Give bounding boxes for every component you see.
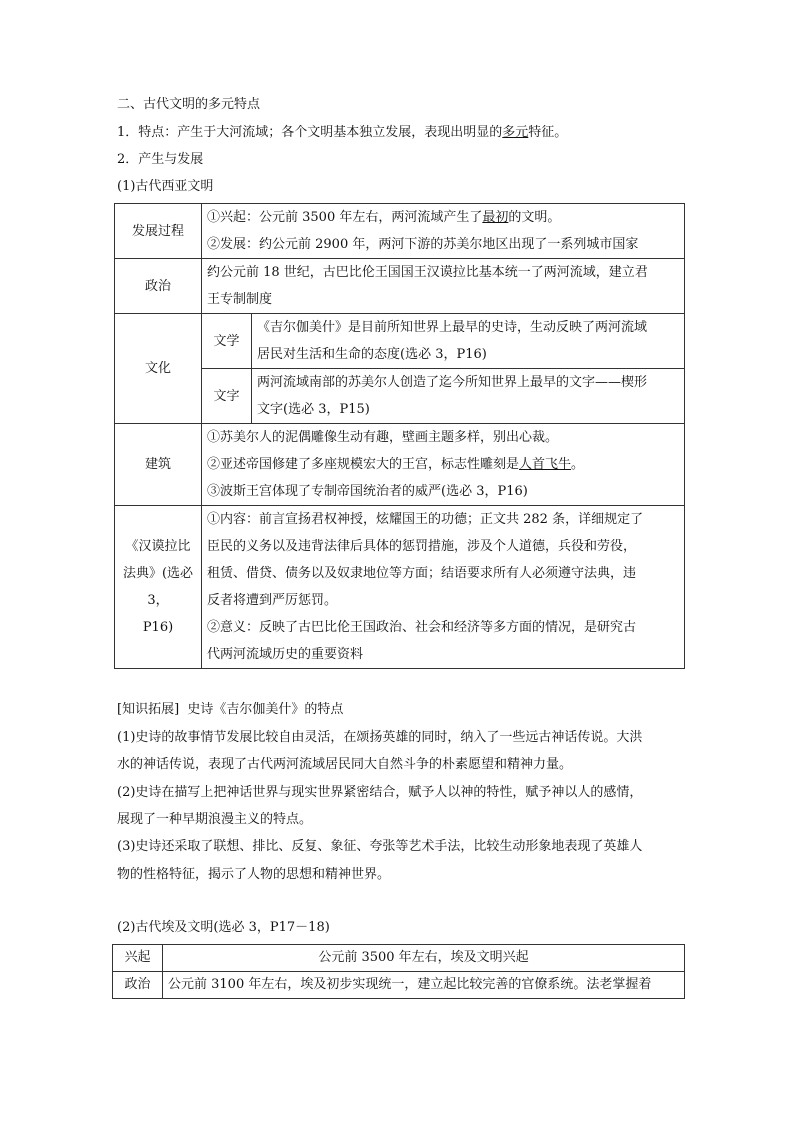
category-line: 法典》(选必 3，	[122, 566, 194, 608]
row-content	[202, 259, 685, 314]
row-category: 文化	[115, 314, 202, 424]
row-category	[115, 506, 202, 669]
content-line: ①内容：前言宣扬君权神授，炫耀国王的功德；正文共 282 条，详细规定了	[207, 512, 644, 527]
content-line: 文字(选必 3，P15)	[257, 402, 370, 417]
table-row	[113, 972, 685, 999]
point-characteristics-text: 1．特点：产生于大河流域；各个文明基本独立发展，表现出明显的	[117, 125, 503, 140]
knowledge-heading	[117, 701, 343, 719]
content-text: 的文明。	[508, 210, 561, 225]
point-origin: 2．产生与发展	[117, 152, 204, 167]
knowledge-line: 水的神话传说，表现了古代两河流域居民同大自然斗争的朴素愿望和精神力量。	[117, 757, 573, 772]
knowledge-title: 史诗《吉尔伽美什》的特点	[187, 702, 344, 717]
content-line: 约公元前 18 世纪，古巴比伦王国国王汉谟拉比基本统一了两河流域，建立君	[207, 265, 648, 280]
content-line	[207, 204, 680, 231]
content-line: ②发展：约公元前 2900 年，两河下游的苏美尔地区出现了一系列城市国家	[207, 237, 639, 252]
row-content: 公元前 3100 年左右，埃及初步实现统一，建立起比较完善的官僚系统。法老掌握着	[163, 972, 685, 999]
row-content	[252, 369, 685, 424]
content-line: 居民对生活和生命的态度(选必 3，P16)	[257, 347, 487, 362]
subsection-west-asia: (1)古代西亚文明	[117, 179, 214, 194]
content-text: ①兴起：公元前 3500 年左右，两河流域产生了	[207, 210, 483, 225]
knowledge-line: (1)史诗的故事情节发展比较自由灵活，在颂扬英雄的同时，纳入了一些远古神话传说。大洪	[117, 730, 643, 745]
content-line: ③波斯王宫体现了专制帝国统治者的威严(选必 3，P16)	[207, 484, 528, 499]
knowledge-line: 物的性格特征，揭示了人物的思想和精神世界。	[117, 867, 391, 882]
underlined-term: 多元	[502, 125, 529, 140]
content-line: 反者将遭到严厉惩罚。	[207, 593, 338, 608]
knowledge-tag: [知识拓展]	[117, 702, 180, 717]
row-category: 兴起	[113, 945, 163, 972]
knowledge-line: (2)史诗在描写上把神话世界与现实世界紧密结合，赋予人以神的特性，赋予神以人的感情，	[117, 785, 643, 800]
egypt-table	[112, 944, 685, 999]
table-row	[113, 945, 685, 972]
content-line: 臣民的义务以及违背法律后具体的惩罚措施，涉及个人道德，兵役和劳役，	[207, 539, 637, 554]
row-category: 政治	[115, 259, 202, 314]
row-content	[252, 314, 685, 369]
row-content: 公元前 3500 年左右，埃及文明兴起	[163, 945, 685, 972]
category-line: P16)	[142, 620, 174, 635]
knowledge-line: 展现了一种早期浪漫主义的特点。	[117, 812, 313, 827]
row-content	[202, 424, 685, 506]
table-row	[115, 506, 685, 669]
table-row	[115, 314, 685, 369]
west-asia-table	[114, 203, 685, 669]
underlined-term: 人首飞牛	[519, 457, 572, 472]
content-line: 租赁、借贷、债务以及奴隶地位等方面；结语要求所有人必须遵守法典，违	[207, 566, 637, 581]
content-line: ①苏美尔人的泥偶雕像生动有趣，壁画主题多样，别出心裁。	[207, 430, 559, 445]
table-row	[115, 424, 685, 506]
table-row	[115, 204, 685, 259]
content-line	[207, 451, 680, 478]
point-characteristics	[117, 124, 567, 142]
sub-category: 文字	[202, 369, 252, 424]
knowledge-line: (3)史诗还采取了联想、排比、反复、象征、夸张等艺术手法，比较生动形象地表现了英雄人	[117, 839, 643, 854]
point-characteristics-end: 特征。	[528, 125, 568, 140]
content-text: ②亚述帝国修建了多座规模宏大的王宫，标志性雕刻是	[207, 457, 520, 472]
sub-category: 文学	[202, 314, 252, 369]
content-line: 代两河流域历史的重要资料	[207, 647, 364, 662]
row-content	[202, 506, 685, 669]
content-text: 。	[571, 457, 585, 472]
row-category: 建筑	[115, 424, 202, 506]
underlined-term: 最初	[482, 210, 509, 225]
row-category: 发展过程	[115, 204, 202, 259]
content-line: ②意义：反映了古巴比伦王国政治、社会和经济等多方面的情况，是研究古	[207, 620, 637, 635]
subsection-egypt: (2)古代埃及文明(选必 3，P17－18)	[117, 920, 330, 935]
content-line: 《吉尔伽美什》是目前所知世界上最早的史诗，生动反映了两河流域	[257, 320, 648, 335]
table-row	[115, 259, 685, 314]
content-line: 两河流域南部的苏美尔人创造了迄今所知世界上最早的文字——楔形	[257, 375, 648, 390]
row-category: 政治	[113, 972, 163, 999]
row-content	[202, 204, 685, 259]
category-line: 《汉谟拉比	[125, 539, 191, 554]
section-title: 二、古代文明的多元特点	[117, 97, 261, 112]
content-line: 王专制制度	[207, 292, 273, 307]
